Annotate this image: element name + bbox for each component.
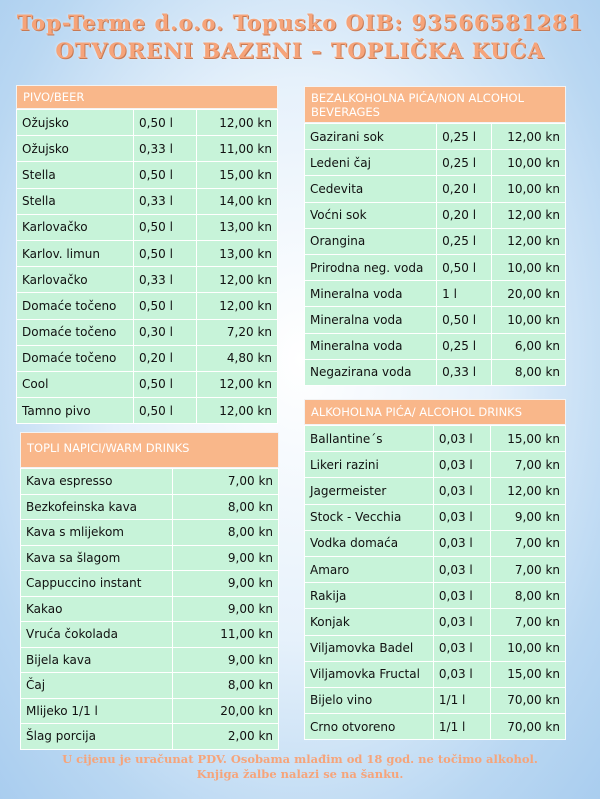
menu-row xyxy=(17,241,277,266)
item-name: Ožujsko xyxy=(17,110,133,135)
item-price: 7,00 kn xyxy=(491,557,565,582)
item-name: Viljamovka Fructal xyxy=(305,662,433,687)
company-title: Top-Terme d.o.o. Topusko OIB: 93566581281 xyxy=(16,10,584,35)
item-volume: 0,25 l xyxy=(437,334,490,359)
item-price: 8,00 kn xyxy=(173,673,278,698)
item-volume: 0,50 l xyxy=(134,215,196,240)
item-price: 2,00 kn xyxy=(173,724,278,749)
footer-line-vat: U cijenu je uračunat PDV. Osobama mlađim od 18 god. ne točimo alkohol. xyxy=(62,752,538,766)
item-name: Stock - Vecchia xyxy=(305,505,433,530)
menu-row xyxy=(305,124,565,149)
alcohol-table xyxy=(304,425,566,740)
item-volume: 0,33 l xyxy=(134,189,196,214)
item-volume: 0,25 l xyxy=(437,150,490,175)
nonalc-section xyxy=(304,86,566,386)
item-volume: 0,50 l xyxy=(134,398,196,423)
item-volume: 0,25 l xyxy=(437,229,490,254)
item-price: 12,00 kn xyxy=(492,203,565,228)
item-name: Likeri razini xyxy=(305,452,433,477)
item-name: Bijela kava xyxy=(21,648,172,673)
item-price: 9,00 kn xyxy=(173,571,278,596)
item-volume: 1/1 l xyxy=(434,714,490,739)
item-price: 10,00 kn xyxy=(492,307,565,332)
menu-row xyxy=(305,531,565,556)
menu-row xyxy=(305,360,565,385)
item-volume: 0,03 l xyxy=(434,557,490,582)
menu-row xyxy=(21,648,278,673)
item-price: 8,00 kn xyxy=(491,583,565,608)
item-price: 4,80 kn xyxy=(197,346,277,371)
item-volume: 0,03 l xyxy=(434,636,490,661)
item-name: Ledeni čaj xyxy=(305,150,436,175)
alcohol-section xyxy=(304,399,566,740)
item-name: Stella xyxy=(17,189,133,214)
item-price: 12,00 kn xyxy=(197,267,277,292)
item-volume: 0,03 l xyxy=(434,478,490,503)
menu-row xyxy=(305,150,565,175)
menu-row xyxy=(305,557,565,582)
item-name: Negazirana voda xyxy=(305,360,436,385)
item-volume: 0,33 l xyxy=(437,360,490,385)
footer-line-complaints: Knjiga žalbe nalazi se na šanku. xyxy=(196,767,404,781)
menu-row xyxy=(21,699,278,724)
item-volume: 0,03 l xyxy=(434,426,490,451)
menu-row xyxy=(17,215,277,240)
item-name: Vruća čokolada xyxy=(21,622,172,647)
item-volume: 0,50 l xyxy=(134,110,196,135)
menu-row xyxy=(17,136,277,161)
item-price: 9,00 kn xyxy=(173,648,278,673)
menu-row xyxy=(17,189,277,214)
menu-row xyxy=(305,688,565,713)
item-price: 10,00 kn xyxy=(491,636,565,661)
beer-table xyxy=(16,109,278,424)
item-price: 12,00 kn xyxy=(492,124,565,149)
menu-row xyxy=(21,469,278,494)
warm-drinks-section xyxy=(20,432,279,750)
menu-row xyxy=(305,636,565,661)
item-price: 15,00 kn xyxy=(197,162,277,187)
item-volume: 0,30 l xyxy=(134,320,196,345)
item-price: 6,00 kn xyxy=(492,334,565,359)
item-name: Cool xyxy=(17,372,133,397)
menu-row xyxy=(305,452,565,477)
item-volume: 0,20 l xyxy=(437,176,490,201)
item-name: Cappuccino instant xyxy=(21,571,172,596)
item-name: Vodka domaća xyxy=(305,531,433,556)
item-price: 7,00 kn xyxy=(491,452,565,477)
item-price: 12,00 kn xyxy=(197,372,277,397)
menu-row xyxy=(21,673,278,698)
menu-row xyxy=(17,372,277,397)
item-name: Bezkofeinska kava xyxy=(21,495,172,520)
menu-row xyxy=(305,426,565,451)
beer-section-title: PIVO/BEER xyxy=(16,85,278,109)
item-price: 10,00 kn xyxy=(492,150,565,175)
item-volume: 0,50 l xyxy=(134,162,196,187)
item-price: 8,00 kn xyxy=(173,520,278,545)
item-volume: 0,50 l xyxy=(134,372,196,397)
item-volume: 0,20 l xyxy=(437,203,490,228)
item-price: 15,00 kn xyxy=(491,426,565,451)
item-name: Čaj xyxy=(21,673,172,698)
item-name: Orangina xyxy=(305,229,436,254)
item-volume: 1/1 l xyxy=(434,688,490,713)
menu-row xyxy=(17,346,277,371)
menu-row xyxy=(305,609,565,634)
menu-row xyxy=(21,520,278,545)
item-name: Bijelo vino xyxy=(305,688,433,713)
menu-row xyxy=(305,662,565,687)
item-price: 12,00 kn xyxy=(491,478,565,503)
item-price: 70,00 kn xyxy=(491,688,565,713)
item-price: 12,00 kn xyxy=(197,110,277,135)
menu-row xyxy=(305,583,565,608)
menu-row xyxy=(305,307,565,332)
venue-title: OTVORENI BAZENI – TOPLIČKA KUĆA xyxy=(55,38,545,63)
item-price: 15,00 kn xyxy=(491,662,565,687)
item-price: 14,00 kn xyxy=(197,189,277,214)
item-name: Mlijeko 1/1 l xyxy=(21,699,172,724)
item-name: Domaće točeno xyxy=(17,346,133,371)
item-name: Domaće točeno xyxy=(17,320,133,345)
nonalc-section-title: BEZALKOHOLNA PIĆA/NON ALCOHOL BEVERAGES xyxy=(304,86,566,123)
item-price: 7,00 kn xyxy=(491,609,565,634)
item-volume: 0,50 l xyxy=(134,293,196,318)
item-volume: 0,33 l xyxy=(134,136,196,161)
item-volume: 0,50 l xyxy=(437,307,490,332)
menu-row xyxy=(305,478,565,503)
item-volume: 0,03 l xyxy=(434,505,490,530)
menu-row xyxy=(21,571,278,596)
item-name: Ožujsko xyxy=(17,136,133,161)
item-name: Gazirani sok xyxy=(305,124,436,149)
item-price: 11,00 kn xyxy=(173,622,278,647)
item-price: 11,00 kn xyxy=(197,136,277,161)
item-price: 7,20 kn xyxy=(197,320,277,345)
item-volume: 0,03 l xyxy=(434,609,490,634)
item-price: 20,00 kn xyxy=(492,281,565,306)
item-name: Tamno pivo xyxy=(17,398,133,423)
menu-row xyxy=(17,293,277,318)
item-price: 13,00 kn xyxy=(197,215,277,240)
item-price: 7,00 kn xyxy=(491,531,565,556)
item-name: Kakao xyxy=(21,597,172,622)
menu-row xyxy=(305,203,565,228)
item-price: 10,00 kn xyxy=(492,176,565,201)
item-volume: 0,20 l xyxy=(134,346,196,371)
menu-row xyxy=(17,267,277,292)
item-name: Mineralna voda xyxy=(305,334,436,359)
beer-section xyxy=(16,85,278,424)
alcohol-section-title: ALKOHOLNA PIĆA/ ALCOHOL DRINKS xyxy=(304,399,566,425)
item-name: Stella xyxy=(17,162,133,187)
menu-row xyxy=(21,724,278,749)
item-volume: 0,50 l xyxy=(134,241,196,266)
item-price: 10,00 kn xyxy=(492,255,565,280)
menu-row xyxy=(305,281,565,306)
item-name: Viljamovka Badel xyxy=(305,636,433,661)
item-price: 9,00 kn xyxy=(491,505,565,530)
item-name: Domaće točeno xyxy=(17,293,133,318)
item-price: 13,00 kn xyxy=(197,241,277,266)
menu-row xyxy=(21,546,278,571)
item-name: Kava espresso xyxy=(21,469,172,494)
item-name: Karlovačko xyxy=(17,215,133,240)
menu-row xyxy=(305,505,565,530)
item-volume: 0,03 l xyxy=(434,662,490,687)
warm-drinks-table xyxy=(20,468,279,750)
menu-row xyxy=(305,714,565,739)
item-volume: 0,25 l xyxy=(437,124,490,149)
item-price: 8,00 kn xyxy=(492,360,565,385)
item-volume: 1 l xyxy=(437,281,490,306)
menu-row xyxy=(17,398,277,423)
item-name: Cedevita xyxy=(305,176,436,201)
menu-row xyxy=(17,110,277,135)
item-name: Crno otvoreno xyxy=(305,714,433,739)
item-name: Mineralna voda xyxy=(305,281,436,306)
footer-note xyxy=(0,752,600,782)
item-name: Karlovačko xyxy=(17,267,133,292)
item-price: 70,00 kn xyxy=(491,714,565,739)
menu-row xyxy=(17,320,277,345)
menu-row xyxy=(21,622,278,647)
item-name: Jagermeister xyxy=(305,478,433,503)
menu-row xyxy=(17,162,277,187)
nonalc-table xyxy=(304,123,566,386)
item-name: Prirodna neg. voda xyxy=(305,255,436,280)
item-price: 12,00 kn xyxy=(197,398,277,423)
warm-drinks-section-title: TOPLI NAPICI/WARM DRINKS xyxy=(20,432,279,468)
item-volume: 0,03 l xyxy=(434,452,490,477)
item-name: Karlov. limun xyxy=(17,241,133,266)
item-price: 12,00 kn xyxy=(492,229,565,254)
menu-row xyxy=(21,597,278,622)
item-name: Ballantine´s xyxy=(305,426,433,451)
item-name: Mineralna voda xyxy=(305,307,436,332)
item-price: 9,00 kn xyxy=(173,597,278,622)
item-price: 12,00 kn xyxy=(197,293,277,318)
item-volume: 0,50 l xyxy=(437,255,490,280)
item-name: Konjak xyxy=(305,609,433,634)
item-name: Kava sa šlagom xyxy=(21,546,172,571)
menu-row xyxy=(305,334,565,359)
item-name: Rakija xyxy=(305,583,433,608)
menu-row xyxy=(305,229,565,254)
menu-row xyxy=(305,255,565,280)
item-name: Kava s mlijekom xyxy=(21,520,172,545)
item-price: 7,00 kn xyxy=(173,469,278,494)
item-volume: 0,03 l xyxy=(434,583,490,608)
item-name: Voćni sok xyxy=(305,203,436,228)
item-price: 9,00 kn xyxy=(173,546,278,571)
item-price: 20,00 kn xyxy=(173,699,278,724)
item-name: Amaro xyxy=(305,557,433,582)
menu-row xyxy=(21,495,278,520)
menu-row xyxy=(305,176,565,201)
item-volume: 0,03 l xyxy=(434,531,490,556)
item-price: 8,00 kn xyxy=(173,495,278,520)
item-volume: 0,33 l xyxy=(134,267,196,292)
item-name: Šlag porcija xyxy=(21,724,172,749)
